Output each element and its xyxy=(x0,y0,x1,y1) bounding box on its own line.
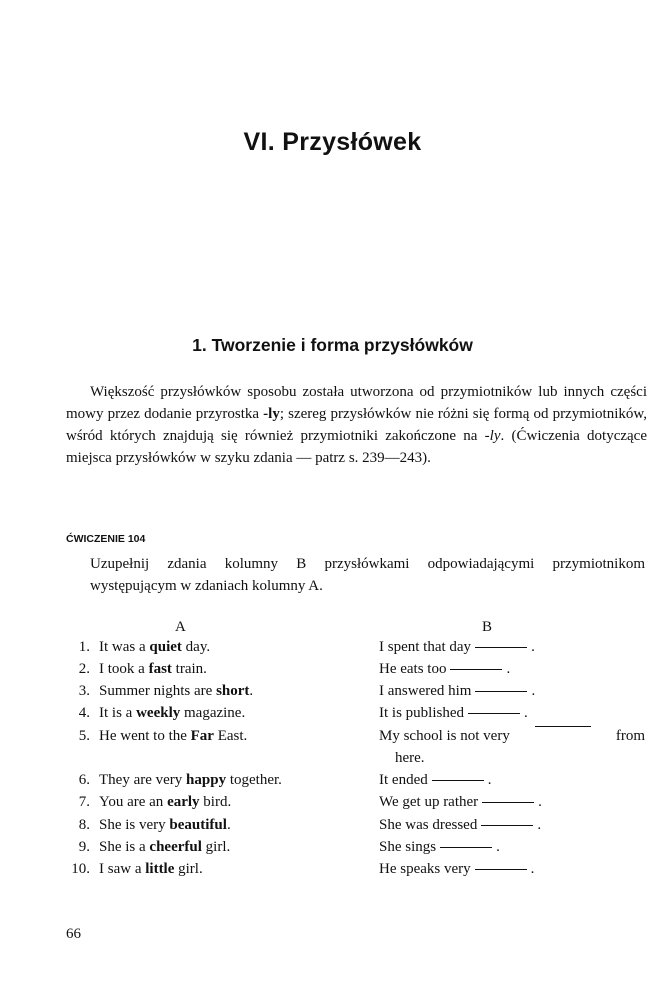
sentence-text: . xyxy=(487,772,492,788)
sentence-text: I took a xyxy=(99,661,149,677)
column-a-sentence xyxy=(99,680,253,702)
column-a-sentence xyxy=(99,814,231,836)
sentence-text: You are an xyxy=(99,794,168,810)
row-number: 10. xyxy=(71,861,90,877)
sentence-text: It is published xyxy=(379,705,464,721)
column-a-sentence xyxy=(99,702,245,724)
answer-blank[interactable] xyxy=(432,779,484,781)
sentence-text: . xyxy=(537,817,542,833)
column-a-sentence xyxy=(99,636,210,658)
table-row xyxy=(0,702,665,724)
adjective: weekly xyxy=(136,705,181,721)
table-row xyxy=(0,858,665,880)
column-a-header: A xyxy=(175,619,186,635)
sentence-text: He went to the xyxy=(99,728,191,744)
column-b-sentence xyxy=(379,858,645,880)
column-b-sentence xyxy=(379,769,645,791)
column-a-sentence xyxy=(99,836,230,858)
adjective: beautiful xyxy=(169,817,227,833)
answer-blank[interactable] xyxy=(475,690,527,692)
column-a-sentence xyxy=(99,858,203,880)
sentence-text: He speaks very xyxy=(379,861,471,877)
sentence-text: We get up rather xyxy=(379,794,479,810)
intro-suffix-italic: -ly xyxy=(484,428,501,444)
answer-blank[interactable] xyxy=(475,868,527,870)
exercise-heading: ĆWICZENIE 104 xyxy=(66,533,146,545)
row-number: 3. xyxy=(78,683,90,699)
row-number: 8. xyxy=(78,817,90,833)
sentence-text: magazine. xyxy=(180,705,246,721)
sentence-text: bird. xyxy=(199,794,232,810)
row-number: 6. xyxy=(78,772,90,788)
sentence-text: from xyxy=(615,728,645,744)
table-row xyxy=(0,791,665,813)
table-row xyxy=(0,769,665,791)
sentence-text: day. xyxy=(181,639,211,655)
answer-blank[interactable] xyxy=(440,846,492,848)
answer-blank[interactable] xyxy=(468,712,520,714)
answer-blank[interactable] xyxy=(450,668,502,670)
adjective: Far xyxy=(190,728,214,744)
column-b-sentence xyxy=(379,636,645,658)
row-number: 1. xyxy=(78,639,90,655)
column-b-sentence xyxy=(379,658,645,680)
sentence-text: . xyxy=(496,839,500,855)
sentence-text: . xyxy=(524,705,528,721)
page-number: 66 xyxy=(66,926,81,942)
exercise-instruction: Uzupełnij zdania kolumny B przysłówkami odpowiadającymi przymiotnikom występującym w zdaniach kolumny A. xyxy=(90,556,645,594)
sentence-text: I answered him xyxy=(379,683,472,699)
sentence-text: It is a xyxy=(99,705,137,721)
row-number: 5. xyxy=(78,728,90,744)
intro-suffix: -ly xyxy=(263,406,280,422)
column-a-sentence xyxy=(99,725,247,747)
column-b-sentence xyxy=(379,725,645,747)
sentence-text: She is very xyxy=(99,817,170,833)
sentence-text: . xyxy=(531,639,535,655)
section-title: 1. Tworzenie i forma przysłówków xyxy=(192,335,473,355)
adjective: cheerful xyxy=(149,839,202,855)
sentence-text: He eats too xyxy=(379,661,447,677)
intro-text-2: ; szereg przysłówków nie różni się formą od przymiotników, wśród których znajdują się również przymiotniki zakończone na xyxy=(66,406,647,444)
sentence-text: They are very xyxy=(99,772,187,788)
table-row xyxy=(0,636,665,658)
table-row xyxy=(0,814,665,836)
table-row xyxy=(0,680,665,702)
row-number: 2. xyxy=(78,661,90,677)
sentence-text: . xyxy=(531,683,536,699)
sentence-text: She was dressed xyxy=(379,817,478,833)
sentence-text: . xyxy=(226,817,231,833)
column-b-sentence xyxy=(379,680,645,702)
column-b-continuation: here. xyxy=(395,750,425,766)
row-number: 9. xyxy=(78,839,90,855)
adjective: short xyxy=(216,683,250,699)
chapter-title: VI. Przysłówek xyxy=(243,128,422,156)
row-number: 7. xyxy=(78,794,90,810)
sentence-text: Summer nights are xyxy=(99,683,217,699)
column-a-sentence xyxy=(99,791,231,813)
adjective: early xyxy=(167,794,200,810)
intro-text-3: . (Ćwiczenia dotyczące miejsca przysłówków w szyku zdania — patrz s. 239—243). xyxy=(66,428,647,466)
column-b-sentence xyxy=(379,702,645,724)
sentence-text: I saw a xyxy=(99,861,146,877)
sentence-text: girl. xyxy=(201,839,231,855)
sentence-text: . xyxy=(249,683,254,699)
answer-blank[interactable] xyxy=(482,801,534,803)
sentence-text: girl. xyxy=(174,861,203,877)
answer-blank[interactable] xyxy=(535,725,591,727)
adjective: fast xyxy=(148,661,172,677)
column-a-sentence xyxy=(99,769,282,791)
column-b-sentence xyxy=(379,836,645,858)
sentence-text: . xyxy=(538,794,542,810)
table-row xyxy=(0,658,665,680)
sentence-text: My school is not very xyxy=(379,728,510,744)
sentence-text: train. xyxy=(171,661,207,677)
sentence-text: East. xyxy=(213,728,248,744)
sentence-text: . xyxy=(506,661,511,677)
adjective: happy xyxy=(186,772,227,788)
adjective: little xyxy=(145,861,175,877)
sentence-text: She sings xyxy=(379,839,437,855)
row-number: 4. xyxy=(78,705,90,721)
sentence-text: . xyxy=(530,861,535,877)
column-b-sentence xyxy=(379,791,645,813)
answer-blank[interactable] xyxy=(481,824,533,826)
sentence-text: I spent that day xyxy=(379,639,472,655)
adjective: quiet xyxy=(149,639,182,655)
column-a-sentence xyxy=(99,658,207,680)
sentence-text: It was a xyxy=(99,639,150,655)
table-row xyxy=(0,836,665,858)
answer-blank[interactable] xyxy=(475,646,527,648)
table-row xyxy=(0,725,665,747)
column-b-sentence xyxy=(379,814,645,836)
intro-paragraph xyxy=(66,381,647,469)
sentence-text: together. xyxy=(226,772,282,788)
intro-text-1: Większość przysłówków sposobu została utworzona od przymiotników lub innych części mowy przez dodanie przyrostka xyxy=(66,384,647,422)
sentence-text: She is a xyxy=(99,839,150,855)
sentence-text: It ended xyxy=(379,772,428,788)
column-b-header: B xyxy=(482,619,493,635)
